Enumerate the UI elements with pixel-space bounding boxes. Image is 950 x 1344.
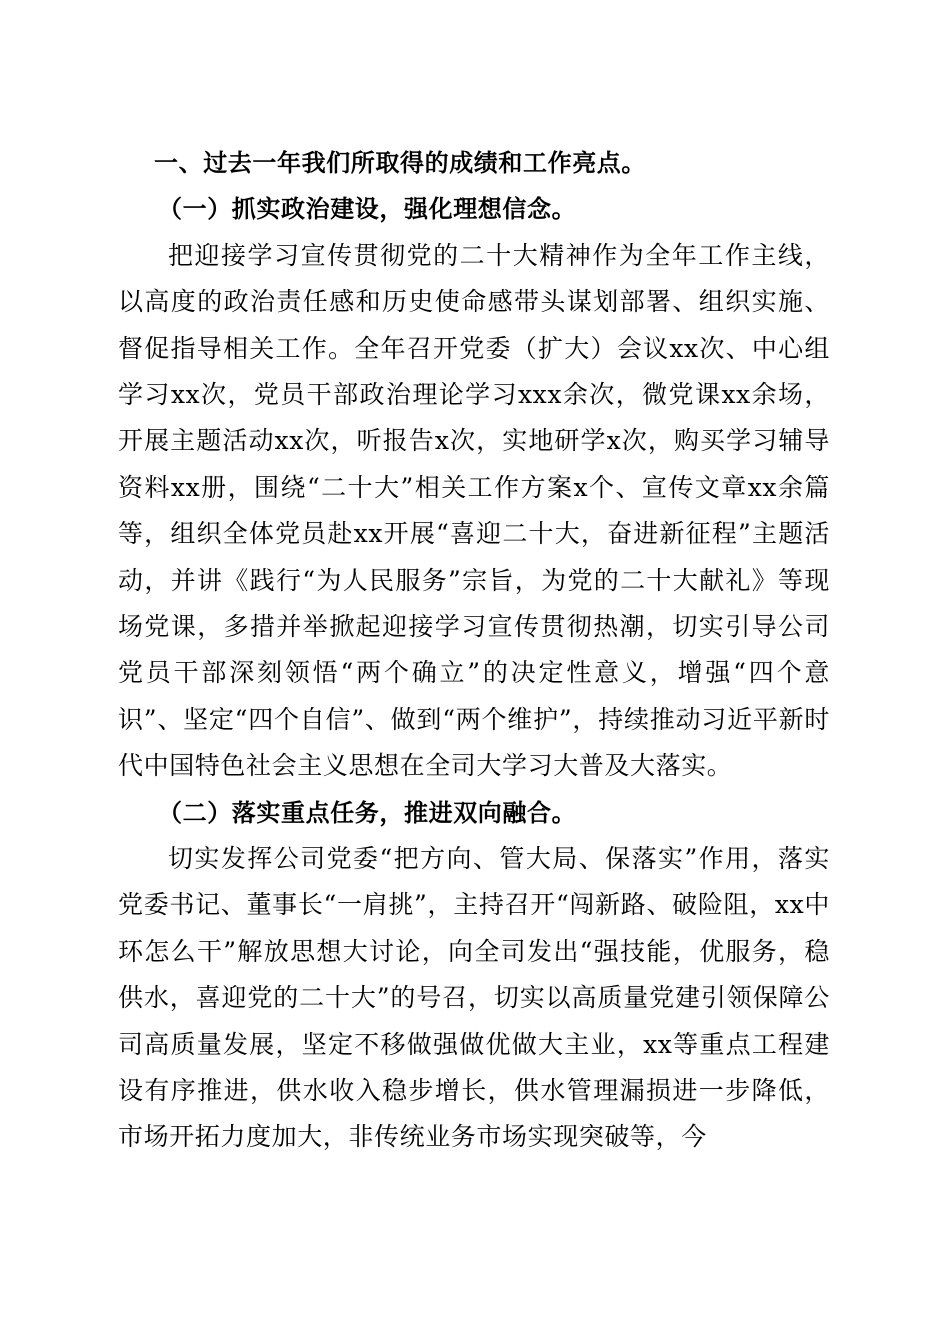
subsection-heading-2: （二）落实重点任务，推进双向融合。	[158, 797, 577, 827]
paragraph-1: 把迎接学习宣传贯彻党的二十大精神作为全年工作主线，以高度的政治责任感和历史使命感带头谋划部署、组织实施、督促指导相关工作。全年召开党委（扩大）会议xx次、中心组学习xx次，党员干部政治理论学习xxx余次，微党课xx余场，开展主题活动xx次，听报告x次，实地研学x次，购买学习辅导资料xx册，围绕“二十大”相关工作方案x个、宣传文章xx余篇等，组织全体党员赴xx开展“喜迎二十大，奋进新征程”主题活动，并讲《践行“为人民服务”宗旨，为党的二十大献礼》等现场党课，多措并举掀起迎接学习宣传贯彻热潮，切实引导公司党员干部深刻领悟“两个确立”的决定性意义，增强“四个意识”、坚定“四个自信”、做到“两个维护”，持续推动习近平新时代中国特色社会主义思想在全司大学习大普及大落实。	[118, 240, 830, 781]
paragraph-2: 切实发挥公司党委“把方向、管大局、保落实”作用，落实党委书记、董事长“一肩挑”，主持召开“闯新路、破险阻，xx中环怎么干”解放思想大讨论，向全司发出“强技能，优服务，稳供水，喜迎党的二十大”的号召，切实以高质量党建引领保障公司高质量发展，坚定不移做强做优做大主业，xx等重点工程建设有序推进，供水收入稳步增长，供水管理漏损进一步降低，市场开拓力度加大，非传统业务市场实现突破等，今	[118, 844, 830, 1152]
subsection-heading-1: （一）抓实政治建设，强化理想信念。	[158, 194, 577, 224]
document-body	[118, 140, 830, 1161]
section-heading: 一、过去一年我们所取得的成绩和工作亮点。	[154, 149, 646, 177]
